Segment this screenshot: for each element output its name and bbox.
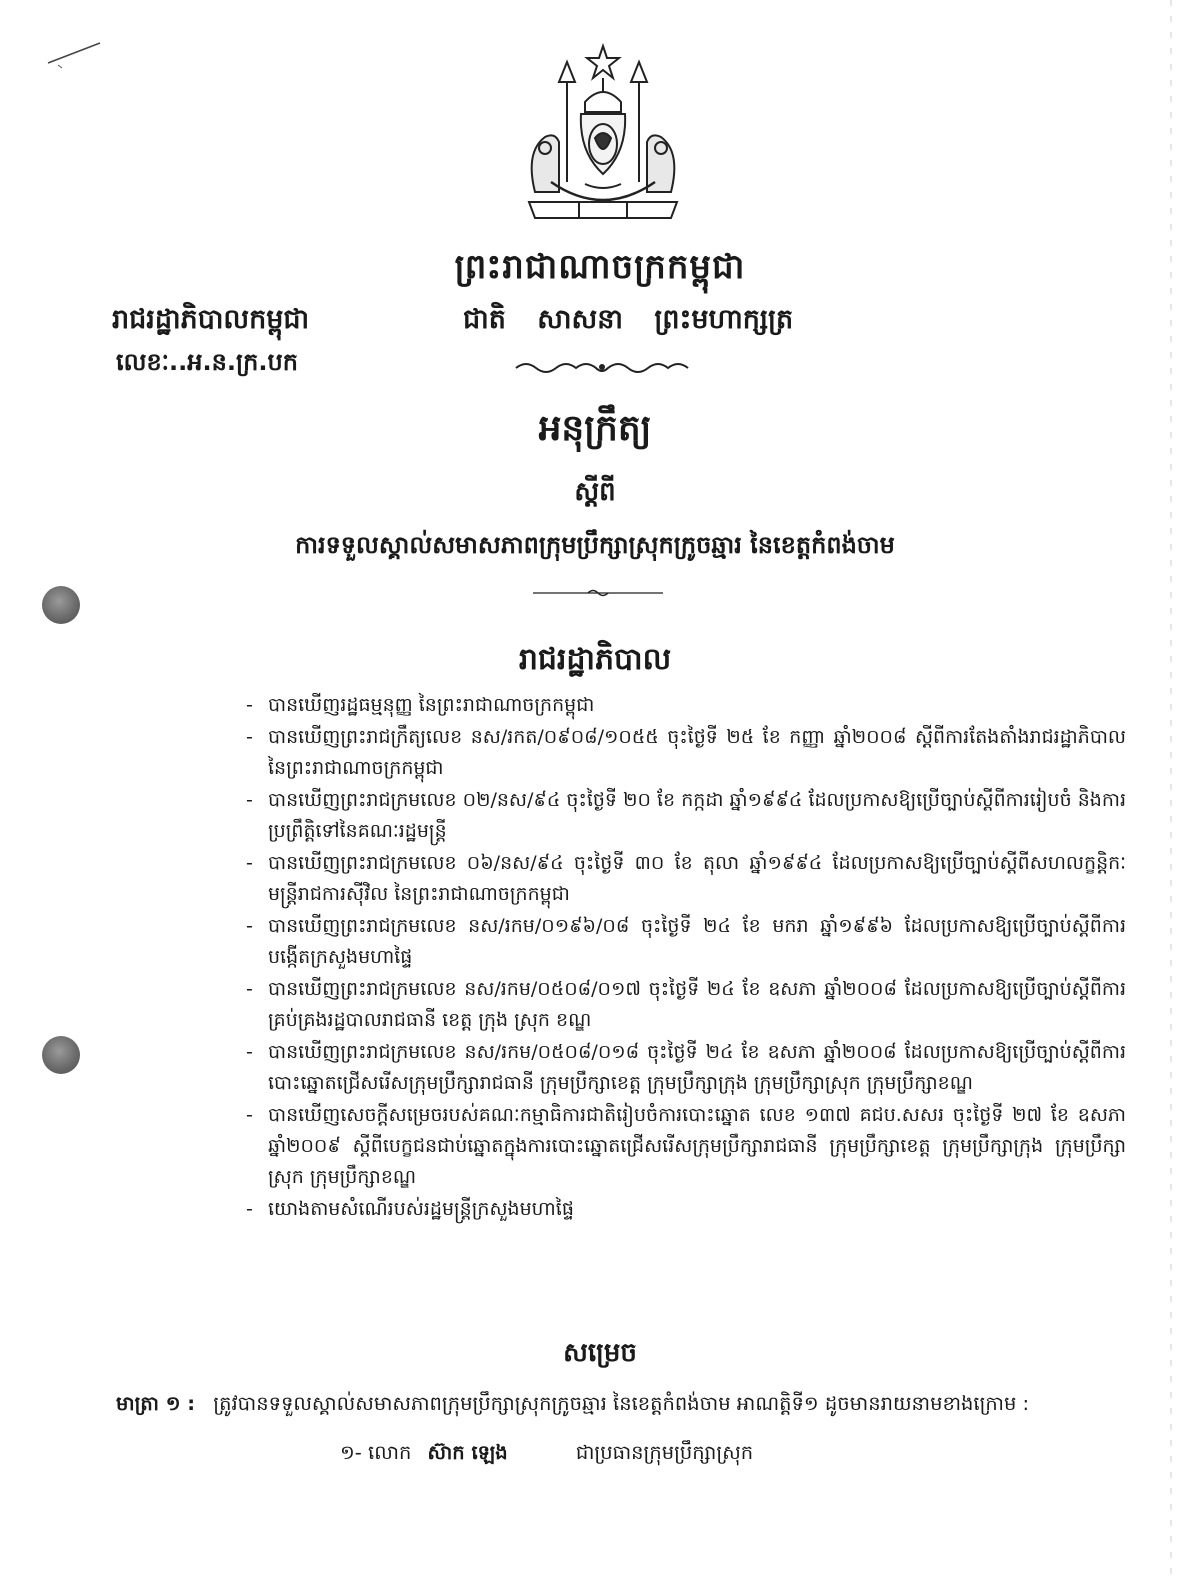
article-label: មាត្រា ១ : [116,1392,196,1415]
list-item: - បានឃើញព្រះរាជក្រឹត្យលេខ នស/រកត/០៩០៨/១០៥៥ ចុះថ្ងៃទី ២៥ ខែ កញ្ញា ឆ្នាំ២០០៨ ស្តីពីការតែងតាំងរាជរដ្ឋាភិបាល នៃព្រះរាជាណាចក្រកម្ពុជា [246,722,1126,784]
list-item: - យោងតាមសំណើរបស់រដ្ឋមន្ត្រីក្រសួងមហាផ្ទៃ [246,1194,1126,1225]
member-title: លោក [368,1441,412,1464]
punch-hole-top [42,586,80,624]
list-item: - បានឃើញព្រះរាជក្រមលេខ ០៦/នស/៩៤ ចុះថ្ងៃទី ៣០ ខែ តុលា ឆ្នាំ១៩៩៤ ដែលប្រកាសឱ្យប្រើច្បាប់ស្តីពីសហលក្ខន្តិកៈមន្ត្រីរាជការស៊ីវិល នៃព្រះរាជាណាចក្រកម្ពុជា [246,848,1126,910]
list-dash: - [246,852,253,874]
list-dash: - [246,1041,253,1063]
list-item: - បានឃើញព្រះរាជក្រមលេខ នស/រកម/០១៩៦/០៨ ចុះថ្ងៃទី ២៤ ខែ មករា ឆ្នាំ១៩៩៦ ដែលប្រកាសឱ្យប្រើច្បាប់ស្តីពីការបង្កើតក្រសួងមហាផ្ទៃ [246,911,1126,973]
punch-hole-bottom [42,1036,80,1074]
document-type-title: អនុក្រឹត្យ [538,408,652,449]
about-label: ស្តីពី [574,477,616,507]
legal-references-list [246,690,1126,1226]
list-dash: - [246,726,253,748]
member-index: ១- [340,1441,362,1464]
document-subject: ការទទួលស្គាល់សមាសភាពក្រុមប្រឹក្សាស្រុកក្រូចឆ្មារ នៃខេត្តកំពង់ចាម [295,531,895,559]
member-entry [340,1440,753,1469]
article-1 [116,1388,1136,1420]
ornament-divider-icon [512,358,692,378]
member-role: ជាប្រធានក្រុមប្រឹក្សាស្រុក [575,1441,754,1464]
pen-mark [40,35,110,75]
list-item: - បានឃើញព្រះរាជក្រមលេខ នស/រកម/០៥០៨/០១៨ ចុះថ្ងៃទី ២៤ ខែ ឧសភា ឆ្នាំ២០០៨ ដែលប្រកាសឱ្យប្រើច្បាប់ស្តីពីការបោះឆ្នោតជ្រើសរើសក្រុមប្រឹក្សារាជធានី ក្រុមប្រឹក្សាខេត្ត ក្រុមប្រឹក្សាក្រុង ក្រុមប្រឹក្សាស្រុក ក្រុមប្រឹក្សាខណ្ឌ [246,1037,1126,1099]
list-dash: - [246,915,253,937]
list-dash: - [246,1198,253,1220]
list-dash: - [246,694,253,716]
government-name: រាជរដ្ឋាភិបាលកម្ពុជា [112,304,310,335]
list-dash: - [246,789,253,811]
list-item: - បានឃើញសេចក្តីសម្រេចរបស់គណៈកម្មាធិការជាតិរៀបចំការបោះឆ្នោត លេខ ១៣៧ គជប.សសរ ចុះថ្ងៃទី ២៧ ខែ ឧសភា ឆ្នាំ២០០៩ ស្តីពីបេក្ខជនជាប់ឆ្នោតក្នុងការបោះឆ្នោតជ្រើសរើសក្រុមប្រឹក្សារាជធានី ក្រុមប្រឹក្សាខេត្ត ក្រុមប្រឹក្សាក្រុង ក្រុមប្រឹក្សាស្រុក ក្រុមប្រឹក្សាខណ្ឌ [246,1100,1126,1193]
decision-heading: សម្រេច [563,1338,637,1368]
national-motto: ជាតិ សាសនា ព្រះមហាក្សត្រ [463,304,794,335]
article-text: ត្រូវបានទទួលស្គាល់សមាសភាពក្រុមប្រឹក្សាស្រុកក្រូចឆ្មារ នៃខេត្តកំពង់ចាម អាណត្តិទី១ ដូចមានរាយនាមខាងក្រោម : [213,1392,1030,1415]
reference-number: លេខៈ..អ.ន.ក្រ.បក [116,348,298,376]
list-dash: - [246,1104,253,1126]
member-name: ស៊ាក ឡេង [427,1441,508,1464]
kingdom-name: ព្រះរាជាណាចក្រកម្ពុជា [454,247,746,287]
list-item: - បានឃើញរដ្ឋធម្មនុញ្ញ នៃព្រះរាជាណាចក្រកម្ពុជា [246,690,1126,721]
list-item: - បានឃើញព្រះរាជក្រមលេខ នស/រកម/០៥០៨/០១៧ ចុះថ្ងៃទី ២៤ ខែ ឧសភា ឆ្នាំ២០០៨ ដែលប្រកាសឱ្យប្រើច្បាប់ស្តីពីការគ្រប់គ្រងរដ្ឋបាលរាជធានី ខេត្ត ក្រុង ស្រុក ខណ្ឌ [246,974,1126,1036]
royal-coat-of-arms-icon [515,42,691,232]
list-item: - បានឃើញព្រះរាជក្រមលេខ ០២/នស/៩៤ ចុះថ្ងៃទី ២០ ខែ កក្កដា ឆ្នាំ១៩៩៤ ដែលប្រកាសឱ្យប្រើច្បាប់ស្តីពីការរៀបចំ និងការប្រព្រឹត្តិទៅនៃគណៈរដ្ឋមន្ត្រី [246,785,1126,847]
section-divider-icon [533,586,663,600]
page-edge-mark [1168,0,1174,1584]
authority-heading: រាជរដ្ឋាភិបាល [518,642,672,677]
list-dash: - [246,978,253,1000]
